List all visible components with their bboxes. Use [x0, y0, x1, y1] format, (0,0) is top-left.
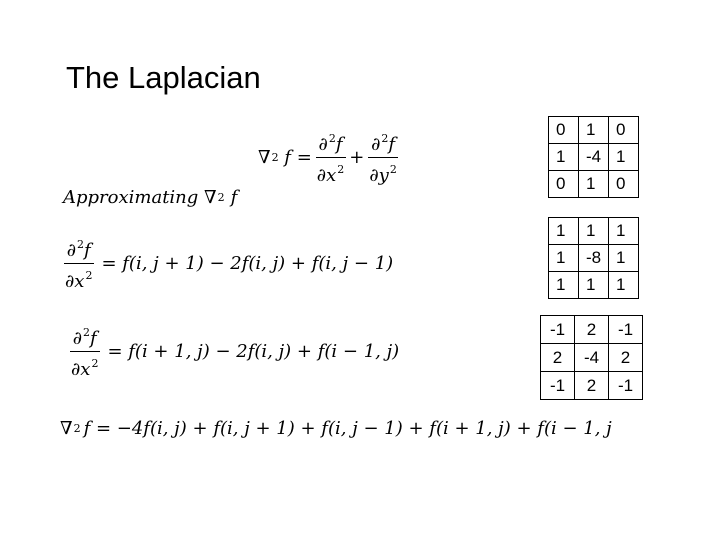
- finite-difference-i-rhs: = f(i + 1, j) − 2f(i, j) + f(i − 1, j): [107, 341, 400, 362]
- kernel-cell: -8: [579, 245, 609, 272]
- kernel-cell: 2: [609, 344, 643, 372]
- kernel-cell: 1: [549, 272, 579, 299]
- plus-sign: +: [349, 147, 365, 168]
- kernel-8-neighbor: [548, 217, 639, 299]
- kernel-cell: 2: [575, 372, 609, 400]
- kernel-cell: -1: [609, 372, 643, 400]
- finite-difference-i-equation: [66, 322, 399, 381]
- kernel-cell: 0: [609, 117, 639, 144]
- kernel-4-neighbor: [548, 116, 639, 198]
- laplacian-f: f: [278, 147, 297, 168]
- denominator-y: ∂y: [369, 165, 389, 186]
- kernel-cell: 0: [549, 117, 579, 144]
- kernel-cell: 1: [579, 117, 609, 144]
- partial-symbol: ∂: [371, 134, 381, 155]
- second-derivative-x-fraction: $\frac{\partial^2f}{\partial x^2}$: [314, 128, 347, 187]
- kernel-cell: 1: [609, 245, 639, 272]
- equals-sign: =: [296, 147, 312, 168]
- partial-symbol: ∂: [318, 134, 328, 155]
- kernel-cell: 1: [549, 144, 579, 171]
- kernel-cell: 1: [579, 171, 609, 198]
- kernel-cell: -4: [579, 144, 609, 171]
- kernel-cell: 1: [549, 245, 579, 272]
- kernel-cell: 1: [579, 218, 609, 245]
- laplacian-exponent: 2: [271, 151, 279, 164]
- approximating-label: Approximating ∇ 2 f: [63, 187, 238, 208]
- kernel-cell: -1: [541, 372, 575, 400]
- nabla-symbol: ∇: [258, 147, 271, 168]
- finite-difference-j-equation: [60, 234, 393, 293]
- kernel-cell: 2: [575, 316, 609, 344]
- kernel-cell: 1: [579, 272, 609, 299]
- second-derivative-fraction: $\frac{\partial^2f}{\partial x^2}$: [62, 234, 95, 293]
- denominator-x: ∂x: [316, 165, 337, 186]
- finite-difference-j-rhs: = f(i, j + 1) − 2f(i, j) + f(i, j − 1): [101, 253, 394, 274]
- kernel-cell: 1: [609, 144, 639, 171]
- kernel-cell: -4: [575, 344, 609, 372]
- slide-title: The Laplacian: [66, 60, 261, 95]
- second-derivative-fraction: $\frac{\partial^2f}{\partial x^2}$: [68, 322, 101, 381]
- discrete-laplacian-rhs: f = −4f(i, j) + f(i, j + 1) + f(i, j − 1) + f(i + 1, j) + f(i − 1, j: [83, 418, 612, 439]
- second-derivative-y-fraction: $\frac{\partial^2f}{\partial y^2}$: [366, 128, 399, 187]
- kernel-cell: 1: [609, 272, 639, 299]
- discrete-laplacian-equation: ∇ 2 f = −4f(i, j) + f(i, j + 1) + f(i, j − 1) + f(i + 1, j) + f(i − 1, j: [60, 418, 612, 439]
- kernel-cell: -1: [609, 316, 643, 344]
- kernel-cell: 0: [549, 171, 579, 198]
- kernel-cell: 1: [549, 218, 579, 245]
- laplacian-definition: [258, 128, 402, 187]
- kernel-cell: 2: [541, 344, 575, 372]
- kernel-cell: 1: [609, 218, 639, 245]
- kernel-cell: 0: [609, 171, 639, 198]
- kernel-cell: -1: [541, 316, 575, 344]
- kernel-weighted: [540, 315, 643, 400]
